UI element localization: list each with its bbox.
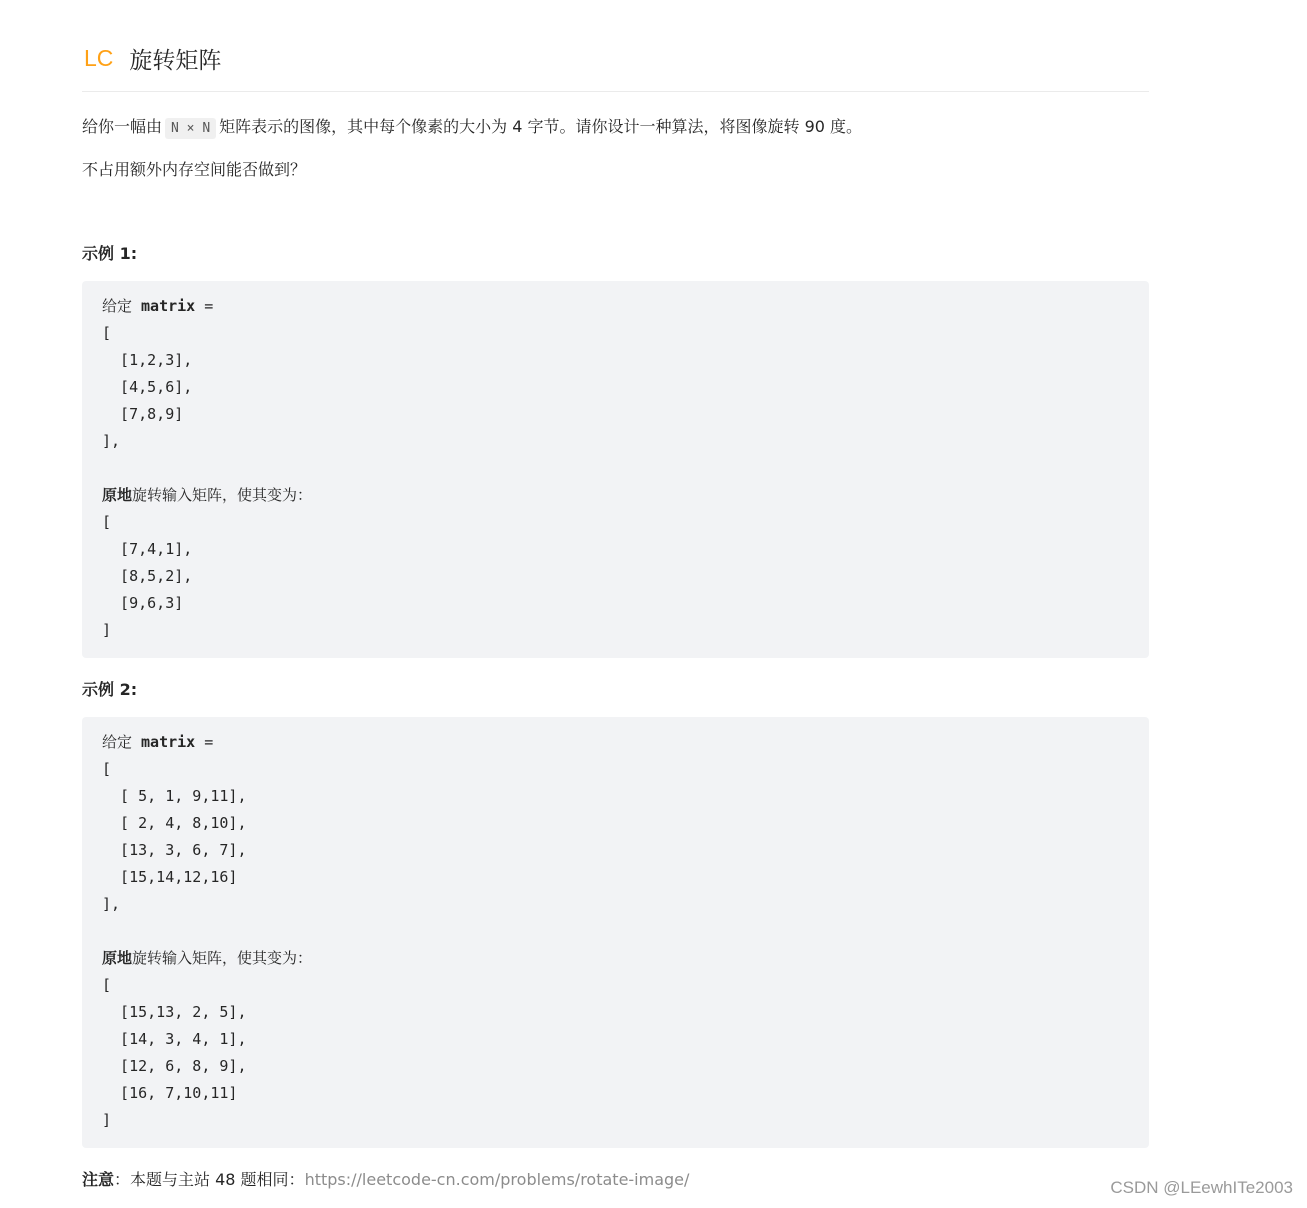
given-prefix: 给定 xyxy=(102,733,142,751)
result-bold: 原地 xyxy=(102,949,133,967)
output-matrix-line: [7,4,1], xyxy=(102,540,193,558)
description-text: 矩阵表示的图像，其中每个像素的大小为 4 字节。请你设计一种算法，将图像旋转 90 度。 xyxy=(219,117,863,136)
given-prefix: 给定 xyxy=(102,297,142,315)
result-line xyxy=(102,482,1129,509)
output-matrix-line: ] xyxy=(102,1111,112,1129)
input-matrix-line: [ xyxy=(102,324,112,342)
description-paragraph-1 xyxy=(82,115,862,141)
input-matrix-line: [ xyxy=(102,760,112,778)
output-matrix-line: [ xyxy=(102,976,112,994)
result-line xyxy=(102,945,1129,972)
note xyxy=(82,1167,689,1190)
result-text: 旋转输入矩阵，使其变为： xyxy=(132,486,313,504)
given-line xyxy=(102,729,1129,756)
note-text: ：本题与主站 48 题相同： xyxy=(114,1170,305,1189)
csdn-watermark: CSDN @LEewhITe2003 xyxy=(1110,1178,1293,1197)
given-variable: matrix xyxy=(141,297,196,315)
description-paragraph-2: 不占用额外内存空间能否做到？ xyxy=(82,160,307,179)
output-matrix-line: [12, 6, 8, 9], xyxy=(102,1057,247,1075)
inline-code-n-by-n: N × N xyxy=(165,118,216,139)
output-matrix-line: ] xyxy=(102,621,112,639)
leetcode-logo[interactable]: LC xyxy=(84,45,114,71)
note-label: 注意 xyxy=(82,1170,115,1189)
description-text: 给你一幅由 xyxy=(82,117,163,136)
output-matrix-line: [16, 7,10,11] xyxy=(102,1084,238,1102)
result-text: 旋转输入矩阵，使其变为： xyxy=(132,949,313,967)
input-matrix-line: [7,8,9] xyxy=(102,405,184,423)
given-suffix: = xyxy=(195,297,214,315)
blank-line xyxy=(102,918,1129,945)
output-matrix-line: [9,6,3] xyxy=(102,594,184,612)
output-matrix-line: [ xyxy=(102,513,112,531)
given-suffix: = xyxy=(195,733,214,751)
input-matrix-line: [ 5, 1, 9,11], xyxy=(102,787,247,805)
input-matrix-line: ], xyxy=(102,895,121,913)
problem-header xyxy=(82,32,1149,92)
example-1-label: 示例 1: xyxy=(82,244,138,263)
input-matrix-line: [ 2, 4, 8,10], xyxy=(102,814,247,832)
example-2-label: 示例 2: xyxy=(82,680,138,699)
input-matrix-line: [15,14,12,16] xyxy=(102,868,238,886)
input-matrix-line: [13, 3, 6, 7], xyxy=(102,841,247,859)
example-2-codeblock[interactable] xyxy=(82,717,1149,1148)
given-line xyxy=(102,293,1129,320)
example-1-codeblock[interactable] xyxy=(82,281,1149,658)
output-matrix-line: [15,13, 2, 5], xyxy=(102,1003,247,1021)
problem-link[interactable]: https://leetcode-cn.com/problems/rotate-image/ xyxy=(304,1170,690,1189)
blank-line xyxy=(102,455,1129,482)
input-matrix-line: [4,5,6], xyxy=(102,378,193,396)
output-matrix-line: [8,5,2], xyxy=(102,567,193,585)
output-matrix-line: [14, 3, 4, 1], xyxy=(102,1030,247,1048)
input-matrix-line: ], xyxy=(102,432,121,450)
input-matrix-line: [1,2,3], xyxy=(102,351,193,369)
given-variable: matrix xyxy=(141,733,196,751)
result-bold: 原地 xyxy=(102,486,133,504)
problem-title: 旋转矩阵 xyxy=(129,48,222,74)
